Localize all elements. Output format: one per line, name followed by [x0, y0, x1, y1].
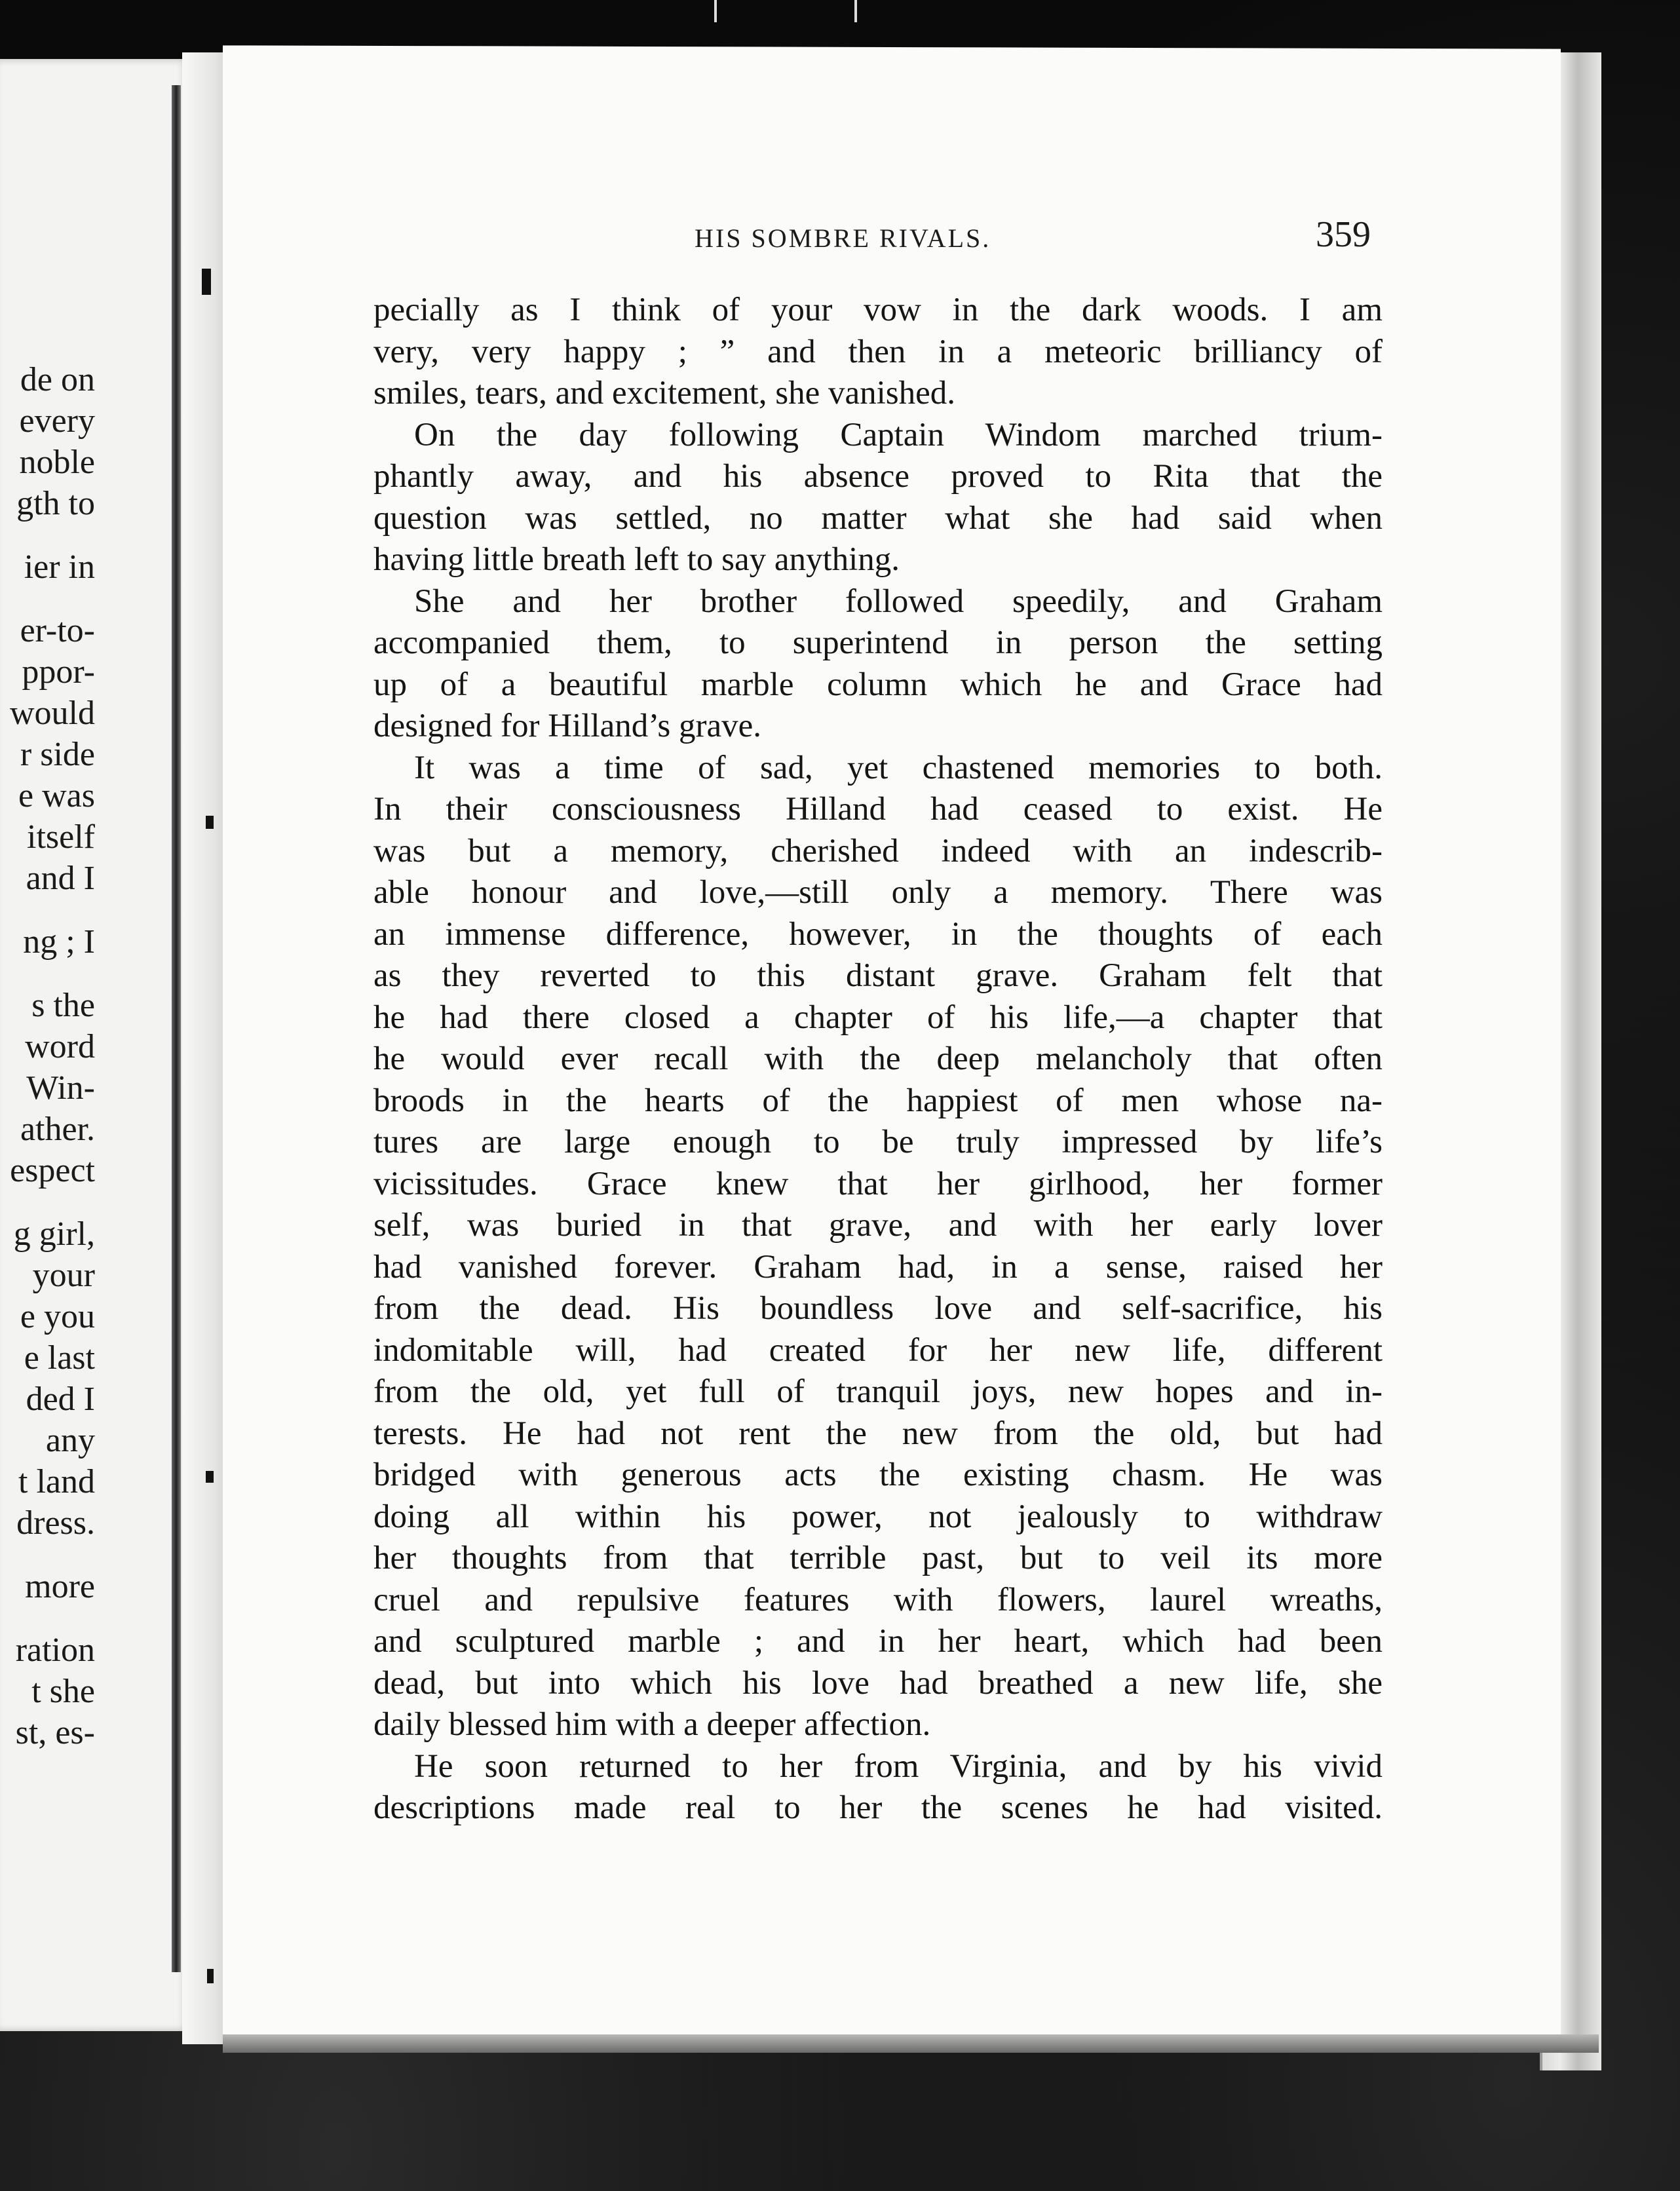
- line-gap: [0, 1544, 95, 1566]
- text-line: In their consciousness Hilland had ceased to exist. He: [373, 791, 1383, 828]
- left-text-fragment: de on: [20, 361, 95, 398]
- line-gap: [0, 588, 95, 610]
- spine-mark: [202, 269, 211, 295]
- text-line: terests. He had not rent the new from the old, but had: [373, 1415, 1383, 1452]
- left-text-fragment: e was: [18, 777, 95, 814]
- page-clip-mark: [714, 0, 857, 22]
- text-line: vicissitudes. Grace knew that her girlhood, her former: [373, 1165, 1383, 1202]
- left-text-fragment: every: [19, 402, 95, 440]
- left-text-fragment: ppor-: [22, 653, 95, 691]
- page-bottom-edge: [223, 2034, 1599, 2053]
- spine-mark: [206, 1471, 214, 1483]
- left-text-fragment: t she: [31, 1673, 95, 1710]
- text-line: accompanied them, to superintend in person the setting: [373, 624, 1383, 661]
- text-line: having little breath left to say anything.: [373, 541, 900, 578]
- text-line: cruel and repulsive features with flowers, laurel wreaths,: [373, 1581, 1383, 1618]
- left-text-fragment: r side: [20, 736, 95, 773]
- line-gap: [0, 1191, 95, 1213]
- text-line: question was settled, no matter what she had said when: [373, 499, 1383, 537]
- left-text-fragment: s the: [31, 987, 95, 1024]
- left-text-fragment: would: [10, 695, 95, 732]
- text-line: dead, but into which his love had breathed a new life, she: [373, 1664, 1383, 1702]
- left-text-fragment: e you: [20, 1298, 95, 1335]
- left-page: [0, 59, 190, 2031]
- left-text-fragment: ier in: [24, 548, 95, 586]
- text-line: She and her brother followed speedily, and Graham: [414, 582, 1383, 620]
- text-line: bridged with generous acts the existing chasm. He was: [373, 1457, 1383, 1493]
- line-gap: [0, 899, 95, 921]
- left-text-fragment: word: [25, 1028, 95, 1065]
- left-text-fragment: gth to: [16, 485, 95, 522]
- text-line: smiles, tears, and excitement, she vanished.: [373, 375, 955, 411]
- text-line: phantly away, and his absence proved to Rita that the: [373, 458, 1383, 495]
- left-text-fragment: more: [25, 1568, 95, 1605]
- spine-mark: [207, 1969, 214, 1983]
- text-line: broods in the hearts of the happiest of men whose na-: [373, 1082, 1383, 1119]
- text-line: had vanished forever. Graham had, in a sense, raised her: [373, 1248, 1383, 1286]
- left-text-fragment: Win-: [26, 1069, 95, 1107]
- left-text-fragment: ded I: [26, 1381, 95, 1418]
- text-line: from the old, yet full of tranquil joys, new hopes and in-: [373, 1373, 1383, 1410]
- left-text-fragment: itself: [27, 818, 95, 856]
- left-text-fragment: noble: [19, 444, 95, 481]
- spine-mark: [206, 816, 214, 829]
- text-line: It was a time of sad, yet chastened memories to both.: [414, 749, 1383, 786]
- left-text-fragment: t land: [18, 1463, 95, 1500]
- text-line: tures are large enough to be truly impressed by life’s: [373, 1124, 1383, 1160]
- text-line: pecially as I think of your vow in the dark woods. I am: [373, 292, 1383, 328]
- text-line: able honour and love,—still only a memory. There was: [373, 874, 1383, 911]
- left-text-fragment: any: [45, 1422, 95, 1459]
- left-text-fragment: ration: [15, 1631, 95, 1669]
- line-gap: [0, 962, 95, 985]
- left-text-fragment: e last: [24, 1339, 95, 1377]
- text-line: He soon returned to her from Virginia, and by his vivid: [414, 1747, 1383, 1785]
- line-gap: [0, 524, 95, 546]
- left-text-fragment: er-to-: [20, 612, 95, 649]
- line-gap: [0, 1607, 95, 1629]
- text-line: as they reverted to this distant grave. Graham felt that: [373, 957, 1383, 994]
- text-line: self, was buried in that grave, and with her early lover: [373, 1207, 1383, 1244]
- left-text-fragment: and I: [26, 860, 95, 897]
- left-text-fragment: your: [32, 1257, 95, 1294]
- left-text-fragment: dress.: [16, 1504, 95, 1542]
- left-page-text: [0, 359, 95, 1753]
- left-text-fragment: espect: [10, 1152, 95, 1189]
- gutter-shadow: [172, 85, 181, 1972]
- text-line: designed for Hilland’s grave.: [373, 708, 762, 744]
- running-head: HIS SOMBRE RIVALS.: [695, 223, 991, 253]
- text-line: and sculptured marble ; and in her heart, which had been: [373, 1623, 1383, 1660]
- text-line: very, very happy ; ” and then in a meteoric brilliancy of: [373, 333, 1383, 370]
- left-text-fragment: ather.: [20, 1111, 95, 1148]
- text-line: he would ever recall with the deep melancholy that often: [373, 1040, 1383, 1077]
- text-line: her thoughts from that terrible past, but to veil its more: [373, 1540, 1383, 1576]
- text-line: was but a memory, cherished indeed with an indescrib-: [373, 832, 1383, 869]
- text-line: doing all within his power, not jealously to withdraw: [373, 1498, 1383, 1535]
- text-line: daily blessed him with a deeper affection.: [373, 1706, 931, 1743]
- text-line: up of a beautiful marble column which he and Grace had: [373, 666, 1383, 703]
- text-line: indomitable will, had created for her new life, different: [373, 1331, 1383, 1369]
- body-text: [373, 290, 1383, 1829]
- text-line: an immense difference, however, in the thoughts of each: [373, 915, 1383, 953]
- left-text-fragment: st, es-: [15, 1714, 95, 1751]
- text-line: descriptions made real to her the scenes he had visited.: [373, 1789, 1383, 1826]
- text-line: he had there closed a chapter of his life,—a chapter that: [373, 999, 1383, 1036]
- left-text-fragment: g girl,: [13, 1215, 95, 1253]
- page-number: 359: [1316, 214, 1371, 255]
- text-line: On the day following Captain Windom marched trium-: [414, 416, 1383, 453]
- text-line: from the dead. His boundless love and self-sacrifice, his: [373, 1290, 1383, 1327]
- left-text-fragment: ng ; I: [23, 923, 95, 961]
